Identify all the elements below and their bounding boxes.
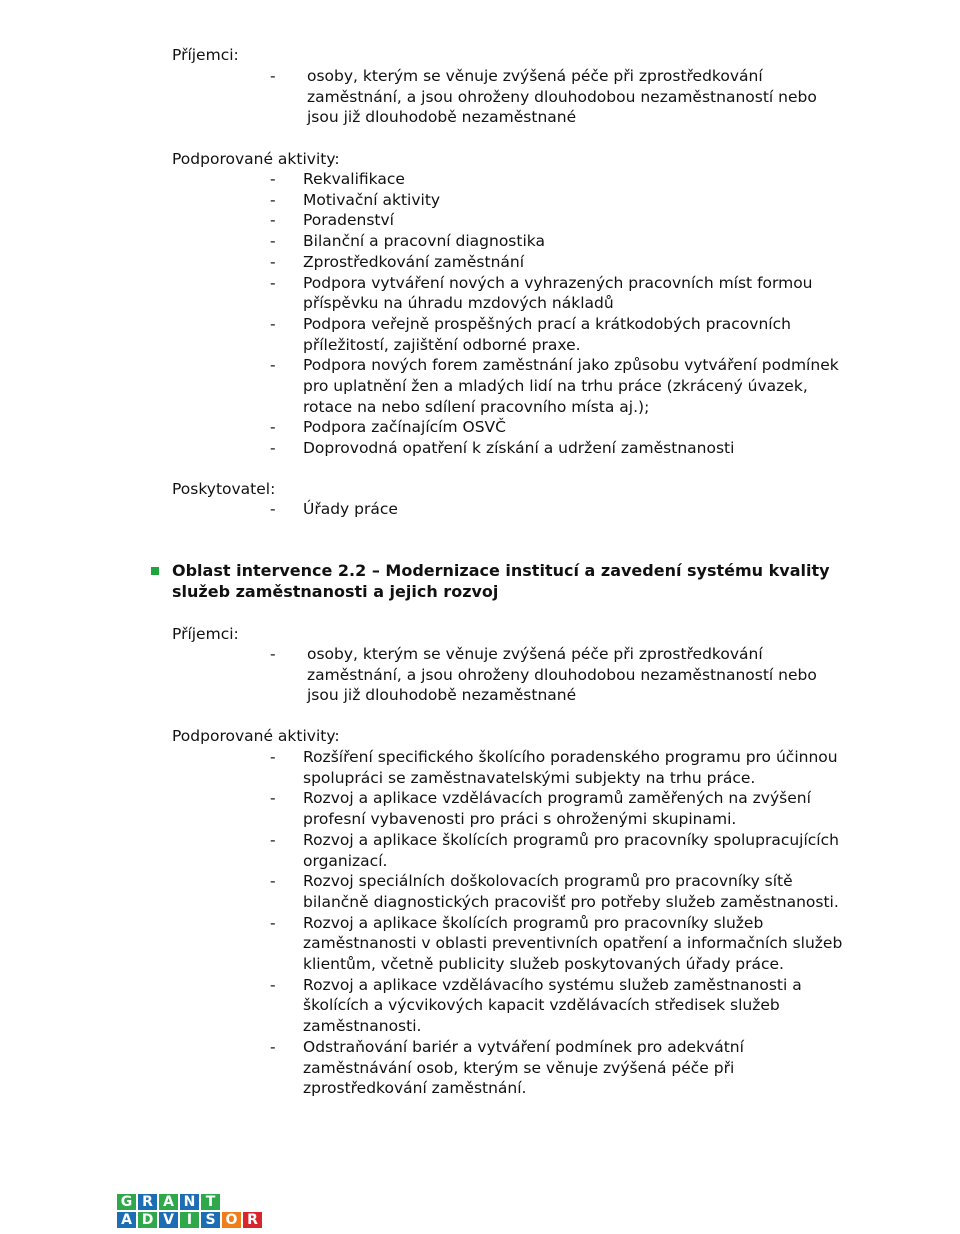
dash: - (270, 913, 276, 932)
logo-letter: T (201, 1194, 220, 1210)
list-item (270, 169, 850, 190)
list-item-text: Poradenství (303, 211, 394, 230)
provider-list (270, 499, 850, 520)
logo-letter: N (180, 1194, 199, 1210)
dash: - (270, 190, 276, 209)
list-item (270, 417, 850, 438)
list-item-text: Rozvoj speciálních doškolovacích programů pro pracovníky sítě bilančně diagnostických pracovišť pro potřeby služeb zaměstnanosti. (303, 872, 839, 911)
dash: - (270, 418, 276, 437)
dash: - (270, 170, 276, 188)
logo-letter: D (138, 1212, 157, 1228)
dash: - (270, 975, 276, 994)
list-item (270, 747, 850, 788)
list-item-text: Rozvoj a aplikace školících programů pro pracovníky spolupracujících organizací. (303, 830, 839, 870)
dash: - (270, 67, 276, 85)
recipients-label: Příjemci: (172, 46, 239, 64)
list-item-text: Úřady práce (303, 500, 398, 518)
logo-letter: R (243, 1212, 262, 1228)
recipients-list (270, 66, 850, 128)
list-item (270, 975, 850, 1037)
grant-advisor-logo (117, 1194, 262, 1230)
logo-letter: A (159, 1194, 178, 1210)
dash: - (270, 789, 276, 808)
provider-label: Poskytovatel: (172, 480, 276, 498)
dash: - (270, 1037, 276, 1056)
list-item (270, 355, 850, 417)
list-item (270, 438, 850, 459)
list-item-text: Rozvoj a aplikace vzdělávacího systému služeb zaměstnanosti a školících a výcvikových kapacit vzdělávacích středisek služeb zaměstnanosti. (303, 975, 802, 1036)
list-item-text: Zprostředkování zaměstnání (303, 252, 525, 271)
list-item (270, 273, 850, 314)
activities-list (270, 747, 850, 1099)
logo-row-advisor (117, 1212, 262, 1228)
logo-letter: I (180, 1212, 199, 1228)
list-item (270, 1037, 850, 1099)
list-item (270, 210, 850, 231)
list-item-text: Motivační aktivity (303, 190, 441, 209)
list-item (270, 788, 850, 829)
list-item-text: Rozvoj a aplikace vzdělávacích programů zaměřených na zvýšení profesní vybavenosti pro práci s ohroženými skupinami. (303, 789, 811, 829)
list-item-text: Rozšíření specifického školícího poradenského programu pro účinnou spolupráci se zaměstnavatelskými subjekty na trhu práce. (303, 748, 838, 787)
dash: - (270, 211, 276, 230)
activities-label: Podporované aktivity: (172, 727, 340, 745)
list-item-text: Podpora vytváření nových a vyhrazených pracovních míst formou příspěvku na úhradu mzdových nákladů (303, 273, 813, 313)
section-heading: Oblast intervence 2.2 – Modernizace institucí a zavedení systému kvality služeb zaměstnanosti a jejich rozvoj (172, 561, 830, 601)
logo-letter: R (138, 1194, 157, 1210)
list-item-text: Odstraňování bariér a vytváření podmínek pro adekvátní zaměstnávání osob, kterým se věnuje zvýšená péče při zprostředkování zaměstnání. (303, 1037, 744, 1098)
dash: - (270, 872, 276, 891)
dash: - (270, 273, 276, 292)
logo-letter: A (117, 1212, 136, 1228)
list-item (270, 190, 850, 211)
list-item-text: Podpora nových forem zaměstnání jako způsobu vytváření podmínek pro uplatnění žen a mladých lidí na trhu práce (zkrácený úvazek, rotace na nebo sdílení pracovního místa aj.); (303, 356, 839, 416)
green-square-bullet (151, 567, 159, 575)
list-item (270, 66, 850, 128)
recipients-list (270, 644, 850, 706)
list-item-text: Bilanční a pracovní diagnostika (303, 232, 545, 251)
logo-letter: O (222, 1212, 241, 1228)
dash: - (270, 356, 276, 375)
dash: - (270, 232, 276, 251)
dash: - (270, 830, 276, 849)
dash: - (270, 252, 276, 271)
logo-row-grant (117, 1194, 262, 1210)
recipients-label: Příjemci: (172, 625, 239, 643)
list-item (270, 252, 850, 273)
list-item (270, 871, 850, 912)
list-item-text: Podpora veřejně prospěšných prací a krátkodobých pracovních příležitostí, zajištění odborné praxe. (303, 314, 791, 354)
dash: - (270, 645, 276, 663)
list-item (270, 499, 850, 520)
list-item-text: osoby, kterým se věnuje zvýšená péče při zprostředkování zaměstnání, a jsou ohroženy dlouhodobou nezaměstnaností nebo jsou již dlouhodobě nezaměstnané (307, 67, 817, 127)
dash: - (270, 439, 276, 458)
list-item (270, 231, 850, 252)
list-item (270, 830, 850, 871)
logo-letter: G (117, 1194, 136, 1210)
activities-label: Podporované aktivity: (172, 150, 340, 168)
dash: - (270, 314, 276, 333)
list-item-text: osoby, kterým se věnuje zvýšená péče při zprostředkování zaměstnání, a jsou ohroženy dlouhodobou nezaměstnaností nebo jsou již dlouhodobě nezaměstnané (307, 645, 817, 705)
logo-letter: V (159, 1212, 178, 1228)
list-item-text: Rekvalifikace (303, 170, 405, 188)
list-item (270, 314, 850, 355)
logo-letter: S (201, 1212, 220, 1228)
list-item (270, 644, 850, 706)
list-item-text: Podpora začínajícím OSVČ (303, 418, 506, 437)
list-item-text: Rozvoj a aplikace školících programů pro pracovníky služeb zaměstnanosti v oblasti preventivních opatření a informačních služeb klientům, včetně publicity služeb poskytovaných úřady práce. (303, 913, 843, 974)
dash: - (270, 500, 276, 518)
activities-list (270, 169, 850, 459)
list-item (270, 913, 850, 975)
dash: - (270, 748, 276, 766)
list-item-text: Doprovodná opatření k získání a udržení zaměstnanosti (303, 439, 735, 458)
